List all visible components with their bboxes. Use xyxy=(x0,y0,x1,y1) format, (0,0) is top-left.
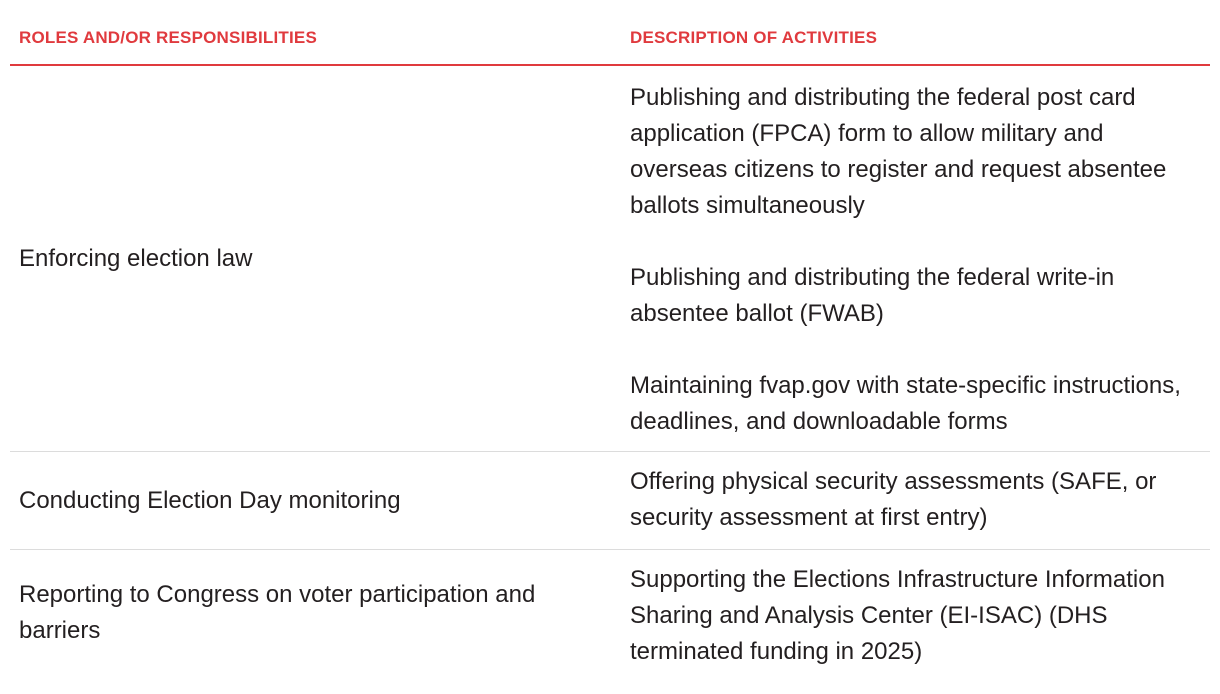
activity-text: Supporting the Elections Infrastructure Information Sharing and Analysis Center (EI-ISAC) (DHS terminated funding in 2025) xyxy=(630,566,1165,665)
activity-text: Offering physical security assessments (SAFE, or security assessment at first entry) xyxy=(630,468,1157,531)
activity-text: Publishing and distributing the federal post card application (FPCA) form to allow military and overseas citizens to register and request absentee ballots simultaneously xyxy=(630,84,1167,219)
table-row xyxy=(10,452,1210,550)
header-description: DESCRIPTION OF ACTIVITIES xyxy=(630,28,878,47)
table-row xyxy=(10,550,1210,676)
header-roles: ROLES AND/OR RESPONSIBILITIES xyxy=(19,28,317,47)
table-header xyxy=(10,0,1210,66)
role-cell xyxy=(10,452,622,549)
role-text: Conducting Election Day monitoring xyxy=(19,486,401,514)
activity-text: Maintaining fvap.gov with state-specific instructions, deadlines, and downloadable forms xyxy=(630,372,1181,435)
role-text: Enforcing election law xyxy=(19,244,253,272)
description-cell xyxy=(622,452,1210,549)
role-text: Reporting to Congress on voter participation and barriers xyxy=(19,581,536,644)
activity-text: Publishing and distributing the federal write-in absentee ballot (FWAB) xyxy=(630,264,1115,327)
role-cell xyxy=(10,66,622,451)
responsibilities-table xyxy=(10,0,1210,676)
role-cell xyxy=(10,550,622,676)
description-cell xyxy=(622,66,1210,451)
table-row xyxy=(10,66,1210,452)
description-cell xyxy=(622,550,1210,676)
